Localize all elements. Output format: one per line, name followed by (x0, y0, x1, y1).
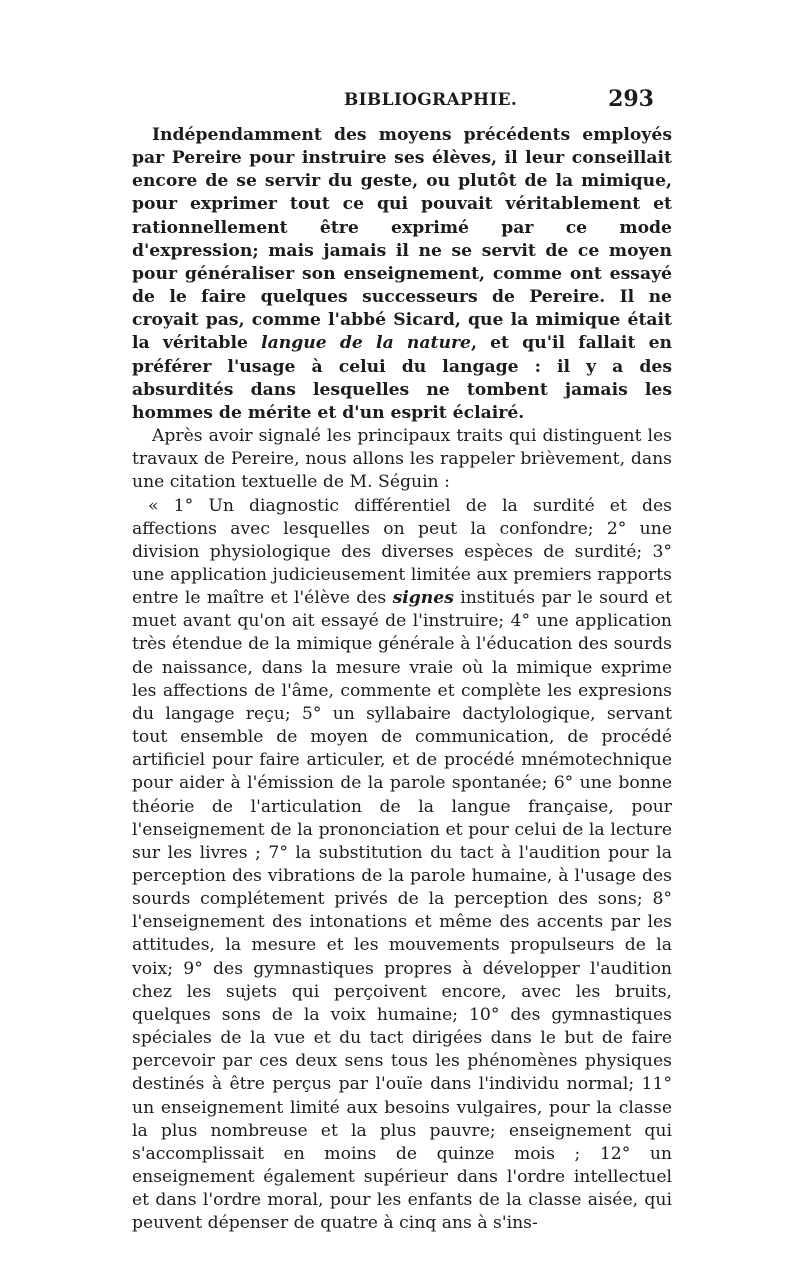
paragraph-1-text-b: , et qu'il fallait en préférer l'usage à celui du langage : il y a des absurdités dans lesquelles ne tombent jamais les hommes de mérite et d'un esprit éclairé. (132, 333, 672, 423)
paragraph-introduction-to-quote: Après avoir signalé les principaux traits qui distinguent les travaux de Pereire, nous allons les rappeler brièvement, dans une citation textuelle de M. Séguin : (132, 426, 672, 493)
paragraph-seguin-quotation (132, 495, 672, 1236)
emphasis-langue-de-la-nature: langue de la nature (261, 333, 471, 354)
page-number: 293 (608, 86, 654, 112)
running-title: BIBLIOGRAPHIE. (344, 90, 518, 110)
page-header (132, 86, 654, 120)
quotation-text-a: « 1° Un diagnostic différentiel de la surdité et des affections avec lesquelles on peut la confondre; 2° une division physiologique des diverses espèces de surdité; 3° une application judicieusement limitée aux premiers rapports entre le maître et l'élève des (132, 495, 672, 609)
paragraph-1-text-a: Indépendamment des moyens précédents employés par Pereire pour instruire ses élèves, il leur conseillait encore de se servir du geste, ou plutôt de la mimique, pour exprimer tout ce qui pouvait véritablement et rationnellement être exprimé par ce mode d'expression; mais jamais il ne se servit de ce moyen pour généraliser son enseignement, comme ont essayé de le faire quelques successeurs de Pereire. Il ne croyait pas, comme l'abbé Sicard, que la mimique était la véritable (132, 125, 672, 354)
quotation-text-b: institués par le sourd et muet avant qu'on ait essayé de l'instruire; 4° une application très étendue de la mimique générale à l'éducation des sourds de naissance, dans la mesure vraie où la mimique exprime les affections de l'âme, commente et complète les expresions du langage reçu; 5° un syllabaire dactylologique, servant tout ensemble de moyen de communication, de procédé artificiel pour faire articuler, et de procédé mnémotechnique pour aider à l'émission de la parole spontanée; 6° une bonne théorie de l'articulation de la langue française, pour l'enseignement de la prononciation et pour celui de la lecture sur les livres ; 7° la substitution du tact à l'audition pour la perception des vibrations de la parole humaine, à l'usage des sourds complétement privés de la perception des sons; 8° l'enseignement des intonations et même des accents par les attitudes, la mesure et les mouvements propulseurs de la voix; 9° des gymnastiques propres à développer l'audition chez les sujets qui perçoivent encore, avec les bruits, quelques sons de la voix humaine; 10° des gymnastiques spéciales de la vue et du tact dirigées dans le but de faire percevoir par ces deux sens tous les phénomènes physiques destinés à être perçus par l'ouïe dans l'individu normal; 11° un enseignement limité aux besoins vulgaires, pour la classe la plus nombreuse et la plus pauvre; enseignement qui s'accomplissait en moins de quinze mois ; 12° un enseignement également supérieur dans l'ordre intellectuel et dans l'ordre moral, pour les enfants de la classe aisée, qui peuvent dépenser de quatre à cinq ans à s'ins- (132, 588, 672, 1234)
paragraph-pereire-methods (132, 124, 672, 425)
emphasis-signes: signes (392, 588, 454, 609)
body-text (132, 124, 672, 1236)
